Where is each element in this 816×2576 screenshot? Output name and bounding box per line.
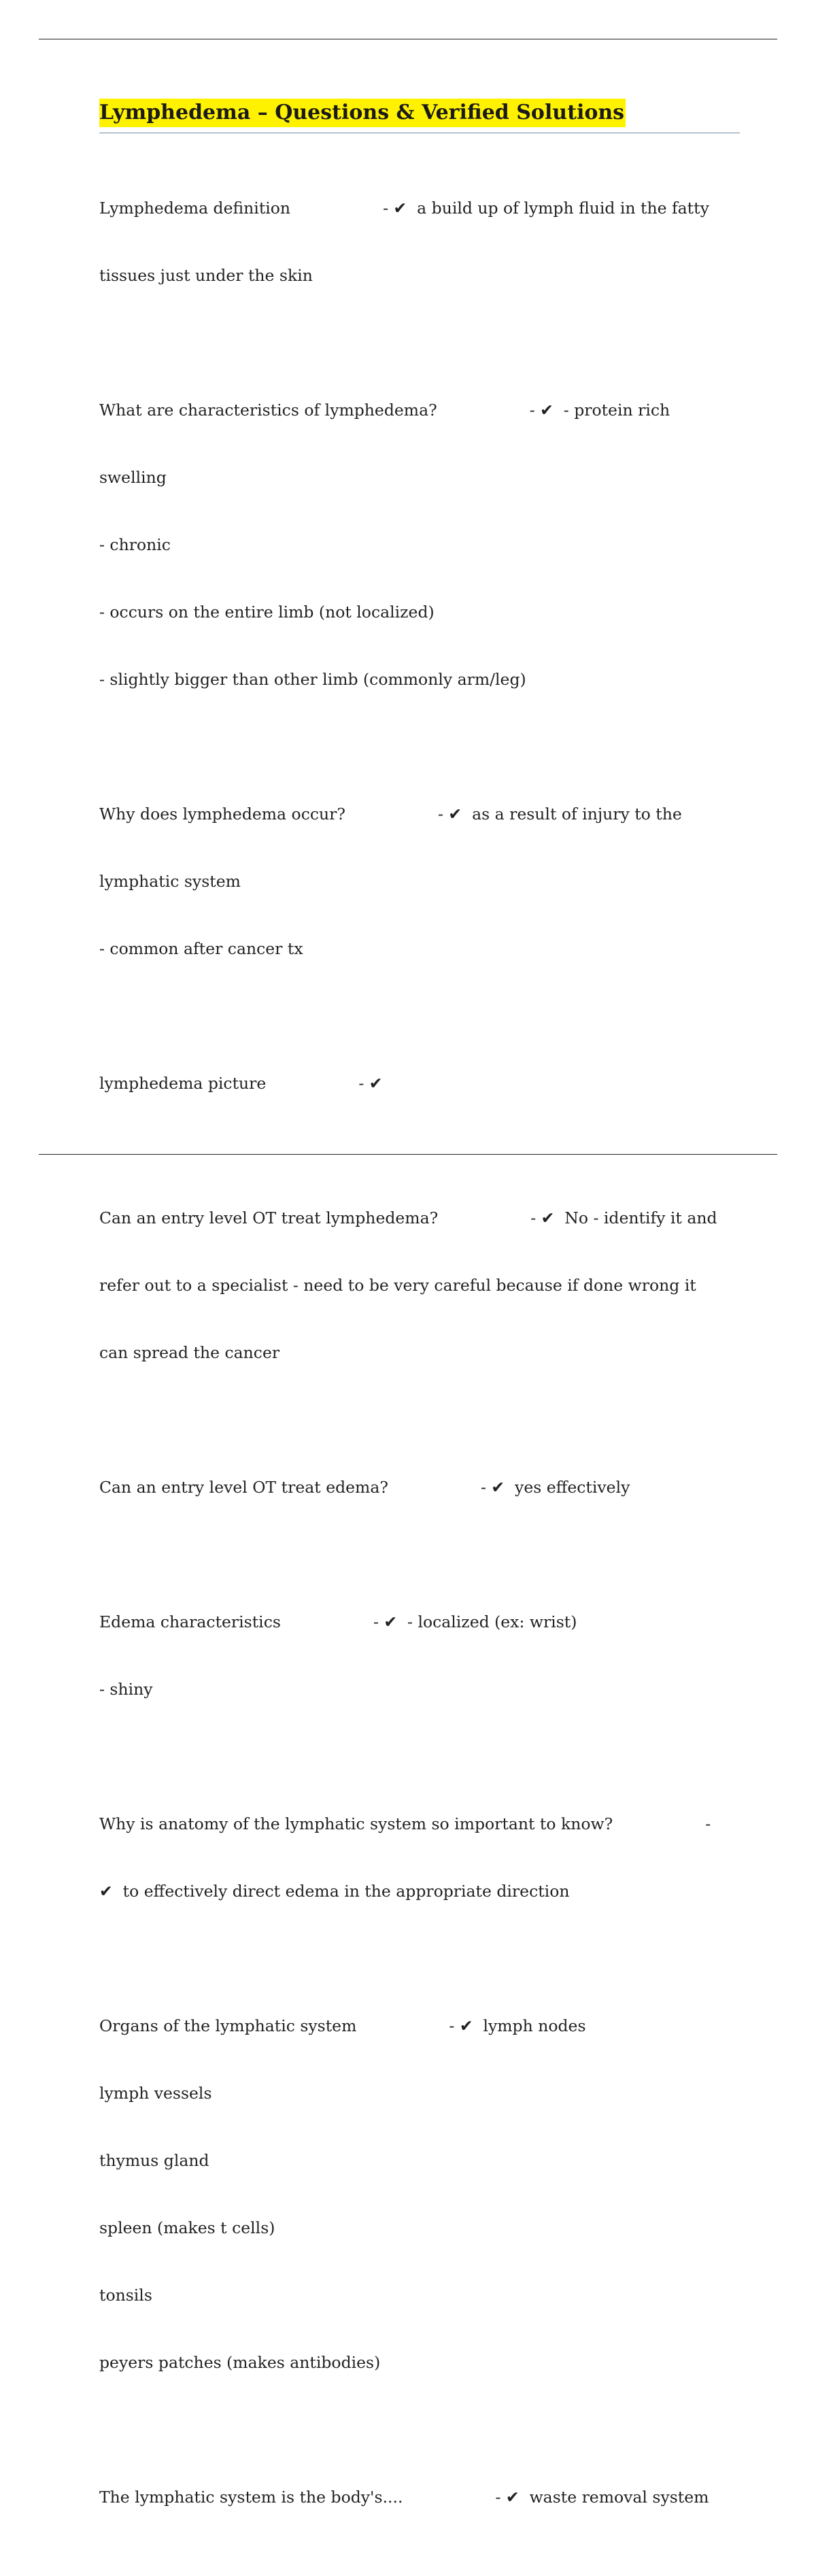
question-text: Can an entry level OT treat lymphedema? [99,1208,439,1227]
qa-list [99,152,740,2554]
answer-text: lymph nodes [483,2016,586,2035]
qa-item [99,152,740,332]
question-text: Why is anatomy of the lymphatic system so important to know? [99,1814,613,1833]
check-icon: ✔ [369,1074,383,1093]
qa-first-line [99,1072,740,1095]
answer-dash: - [449,2016,455,2035]
answer-dash: - [705,1814,711,1833]
answer-dash: - [383,199,389,218]
answer-text: as a result of injury to the [472,804,682,824]
answer-line: lymphatic system [99,872,241,891]
answer-text: No - identify it and [564,1208,717,1227]
answer-text: - localized (ex: wrist) [407,1612,577,1631]
answer-line: - chronic [99,535,171,554]
check-icon: ✔ [541,1208,555,1227]
answer-line: tonsils [99,2286,152,2305]
question-text: What are characteristics of lymphedema? [99,401,437,420]
document-body [99,99,740,2576]
answer-dash: - [530,1208,537,1227]
qa-item [99,1162,740,1409]
answer-line: refer out to a specialist - need to be very careful because if done wrong it [99,1276,696,1295]
check-icon: ✔ [491,1478,505,1497]
page-bottom-rule [39,1154,777,1155]
answer-text: - protein rich [563,401,670,420]
answer-line: - common after cancer tx [99,939,303,958]
answer-dash: - [529,401,535,420]
check-icon: ✔ [459,2016,473,2035]
answer-line: peyers patches (makes antibodies) [99,2353,381,2372]
answer-line: thymus gland [99,2151,209,2170]
answer-text: waste removal system [529,2488,709,2507]
qa-item [99,354,740,736]
document-title: Lymphedema – Questions & Verified Solutions [99,99,626,127]
question-text: Edema characteristics [99,1612,281,1631]
question-text: Can an entry level OT treat edema? [99,1478,388,1497]
question-text: The lymphatic system is the body's.... [99,2488,403,2507]
answer-line [99,1880,740,1903]
qa-item [99,2441,740,2554]
answer-line: - occurs on the entire limb (not localized) [99,603,435,622]
qa-first-line [99,2015,740,2037]
qa-item [99,1768,740,1948]
question-text: lymphedema picture [99,1074,267,1093]
qa-item [99,758,740,1005]
answer-line: can spread the cancer [99,1343,280,1362]
answer-text: to effectively direct edema in the appropriate direction [122,1882,570,1901]
qa-first-line [99,2486,740,2509]
check-icon: ✔ [448,804,462,824]
question-text: Why does lymphedema occur? [99,804,345,824]
qa-first-line [99,1611,740,1633]
answer-line: - shiny [99,1680,153,1699]
answer-line: - slightly bigger than other limb (commonly arm/leg) [99,670,526,689]
title-block [99,99,740,133]
check-icon: ✔ [393,199,407,218]
answer-dash: - [495,2488,501,2507]
question-text: Organs of the lymphatic system [99,2016,357,2035]
answer-text: a build up of lymph fluid in the fatty [417,199,709,218]
qa-first-line [99,1207,740,1230]
check-icon: ✔ [540,401,554,420]
qa-item [99,1431,740,1544]
qa-first-line [99,197,740,220]
qa-item [99,1566,740,1746]
qa-first-line [99,1476,740,1499]
answer-line: spleen (makes t cells) [99,2218,275,2237]
answer-dash: - [358,1074,364,1093]
check-icon: ✔ [505,2488,520,2507]
answer-line: tissues just under the skin [99,266,313,285]
answer-text: yes effectively [515,1478,630,1497]
answer-dash: - [437,804,443,824]
qa-first-line [99,1813,740,1835]
answer-dash: - [373,1612,379,1631]
answer-dash: - [480,1478,486,1497]
check-icon: ✔ [99,1882,113,1901]
question-text: Lymphedema definition [99,199,291,218]
answer-line: lymph vessels [99,2084,212,2103]
qa-item [99,1970,740,2419]
check-icon: ✔ [384,1612,398,1631]
qa-first-line [99,803,740,826]
qa-item [99,1028,740,1140]
qa-first-line [99,399,740,422]
answer-line: swelling [99,468,167,487]
